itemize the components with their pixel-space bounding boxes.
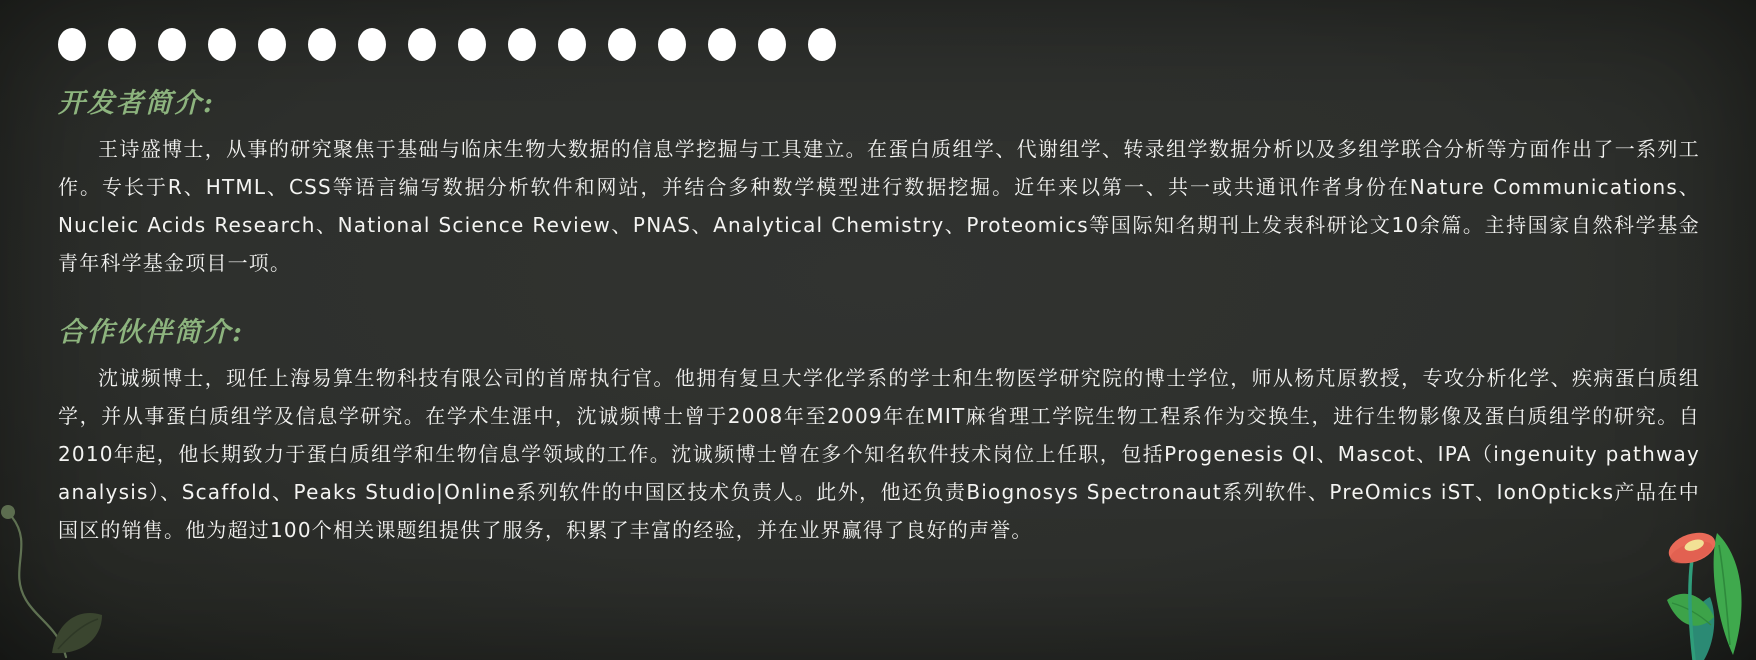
dot [558, 28, 586, 61]
plant-right-leaf-icon [1714, 533, 1742, 655]
dot [408, 28, 436, 61]
dot [308, 28, 336, 61]
dot [358, 28, 386, 61]
dot [58, 28, 86, 61]
dot [708, 28, 736, 61]
dot-row [58, 28, 836, 61]
dot [808, 28, 836, 61]
partner-intro-paragraph: 沈诚频博士，现任上海易算生物科技有限公司的首席执行官。他拥有复旦大学化学系的学士和生物医学研究院的博士学位，师从杨芃原教授，专攻分析化学、疾病蛋白质组学，并从事蛋白质组学及信息学研究。在学术生涯中，沈诚频博士曾于2008年至2009年在MIT麻省理工学院生物工程系作为交换生，进行生物影像及蛋白质组学的研究。自2010年起，他长期致力于蛋白质组学和生物信息学领域的工作。沈诚频博士曾在多个知名软件技术岗位上任职，包括Progenesis QI、Mascot、IPA（ingenuity pathway analysis）、Scaffold、Peaks Studio|Online系列软件的中国区技术负责人。此外，他还负责Biognosys Spectronaut系列软件、PreOmics iST、IonOpticks产品在中国区的销售。他为超过100个相关课题组提供了服务，积累了丰富的经验，并在业界赢得了良好的声誉。 [58, 366, 1700, 542]
dot [658, 28, 686, 61]
developer-intro-paragraph: 王诗盛博士，从事的研究聚焦于基础与临床生物大数据的信息学挖掘与工具建立。在蛋白质组学、代谢组学、转录组学数据分析以及多组学联合分析等方面作出了一系列工作。专长于R、HTML、CSS等语言编写数据分析软件和网站，并结合多种数学模型进行数据挖掘。近年来以第一、共一或共通讯作者身份在Nature Communications、Nucleic Acids Research、National Science Review、PNAS、Analytical Chemistry、Proteomics等国际知名期刊上发表科研论文10余篇。主持国家自然科学基金青年科学基金项目一项。 [58, 137, 1700, 275]
partner-intro-heading: 合作伙伴简介: [58, 317, 244, 348]
dot [508, 28, 536, 61]
slide-content [0, 28, 1756, 549]
dot [758, 28, 786, 61]
dot [208, 28, 236, 61]
dot [458, 28, 486, 61]
dot [258, 28, 286, 61]
dot [108, 28, 136, 61]
dot [608, 28, 636, 61]
dot [158, 28, 186, 61]
developer-intro-heading: 开发者简介: [58, 88, 215, 119]
